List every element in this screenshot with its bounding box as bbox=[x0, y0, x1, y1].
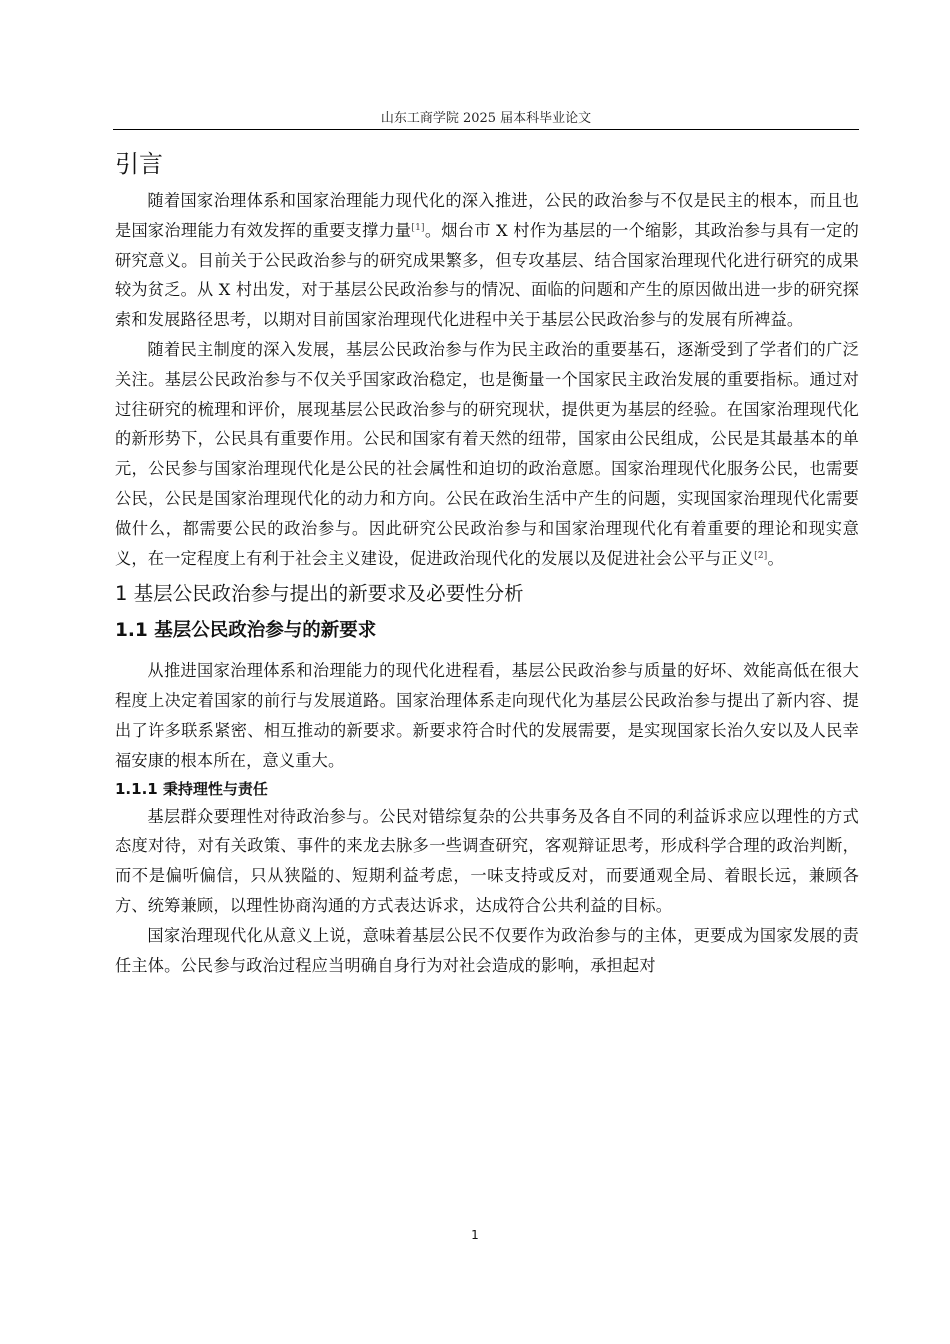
section-1-heading: 1 基层公民政治参与提出的新要求及必要性分析 bbox=[115, 582, 524, 606]
page-number: 1 bbox=[471, 1228, 479, 1242]
citation-2: [2] bbox=[754, 550, 768, 561]
section-1-1-paragraph: 从推进国家治理体系和治理能力的现代化进程看，基层公民政治参与质量的好坏、效能高低在很大程度上决定着国家的前行与发展道路。国家治理体系走向现代化为基层公民政治参与提出了新内容、提出了许多联系紧密、相互推动的新要求。新要求符合时代的发展需要，是实现国家长治久安以及人民幸福安康的根本所在，意义重大。 bbox=[115, 661, 859, 770]
section-1-1-heading: 1.1 基层公民政治参与的新要求 bbox=[115, 620, 377, 642]
intro-heading: 引言 bbox=[115, 150, 163, 178]
intro-p1-text-a: 随着国家治理体系和国家治理能力现代化的深入推进，公民的政治参与不仅是民主的根本，而且也是国家治理能力有效发挥的重要支撑力量 bbox=[115, 191, 859, 240]
header-rule bbox=[113, 129, 859, 130]
section-1-1-1-paragraph-2: 国家治理现代化从意义上说，意味着基层公民不仅要作为政治参与的主体，更要成为国家发展的责任主体。公民参与政治过程应当明确自身行为对社会造成的影响，承担起对 bbox=[115, 925, 859, 975]
intro-paragraph-1 bbox=[115, 186, 859, 335]
intro-p2-text-b: 。 bbox=[767, 548, 784, 568]
running-header: 山东工商学院 2025 届本科毕业论文 bbox=[380, 111, 592, 126]
section-1-1-1-heading: 1.1.1 秉持理性与责任 bbox=[115, 779, 268, 798]
intro-p2-text-a: 随着民主制度的深入发展，基层公民政治参与作为民主政治的重要基石，逐渐受到了学者们的广泛关注。基层公民政治参与不仅关乎国家政治稳定，也是衡量一个国家民主政治发展的重要指标。通过对过往研究的梳理和评价，展现基层公民政治参与的研究现状，提供更为基层的经验。在国家治理现代化的新形势下，公民具有重要作用。公民和国家有着天然的纽带，国家由公民组成，公民是其最基本的单元，公民参与国家治理现代化是公民的社会属性和迫切的政治意愿。国家治理现代化服务公民，也需要公民，公民是国家治理现代化的动力和方向。公民在政治生活中产生的问题，实现国家治理现代化需要做什么，都需要公民的政治参与。因此研究公民政治参与和国家治理现代化有着重要的理论和现实意义，在一定程度上有利于社会主义建设，促进政治现代化的发展以及促进社会公平与正义 bbox=[115, 339, 859, 568]
citation-1: [1] bbox=[411, 222, 425, 233]
intro-p1-text-b: 。烟台市 X 村作为基层的一个缩影，其政治参与具有一定的研究意义。目前关于公民政治参与的研究成果繁多，但专攻基层、结合国家治理现代化进行研究的成果较为贫乏。从 X 村出发，对于基层公民政治参与的情况、面临的问题和产生的原因做出进一步的研究探索和发展路径思考，以期对目前国家治理现代化进程中关于基层公民政治参与的发展有所裨益。 bbox=[115, 220, 859, 330]
intro-paragraph-2 bbox=[115, 335, 859, 573]
section-1-1-1-paragraph-1: 基层群众要理性对待政治参与。公民对错综复杂的公共事务及各自不同的利益诉求应以理性的方式态度对待，对有关政策、事件的来龙去脉多一些调查研究，客观辩证思考，形成科学合理的政治判断，而不是偏听偏信，只从狭隘的、短期利益考虑，一味支持或反对，而要通观全局、着眼长远，兼顾各方、统筹兼顾，以理性协商沟通的方式表达诉求，达成符合公共利益的目标。 bbox=[115, 806, 859, 915]
page-content bbox=[115, 144, 859, 980]
